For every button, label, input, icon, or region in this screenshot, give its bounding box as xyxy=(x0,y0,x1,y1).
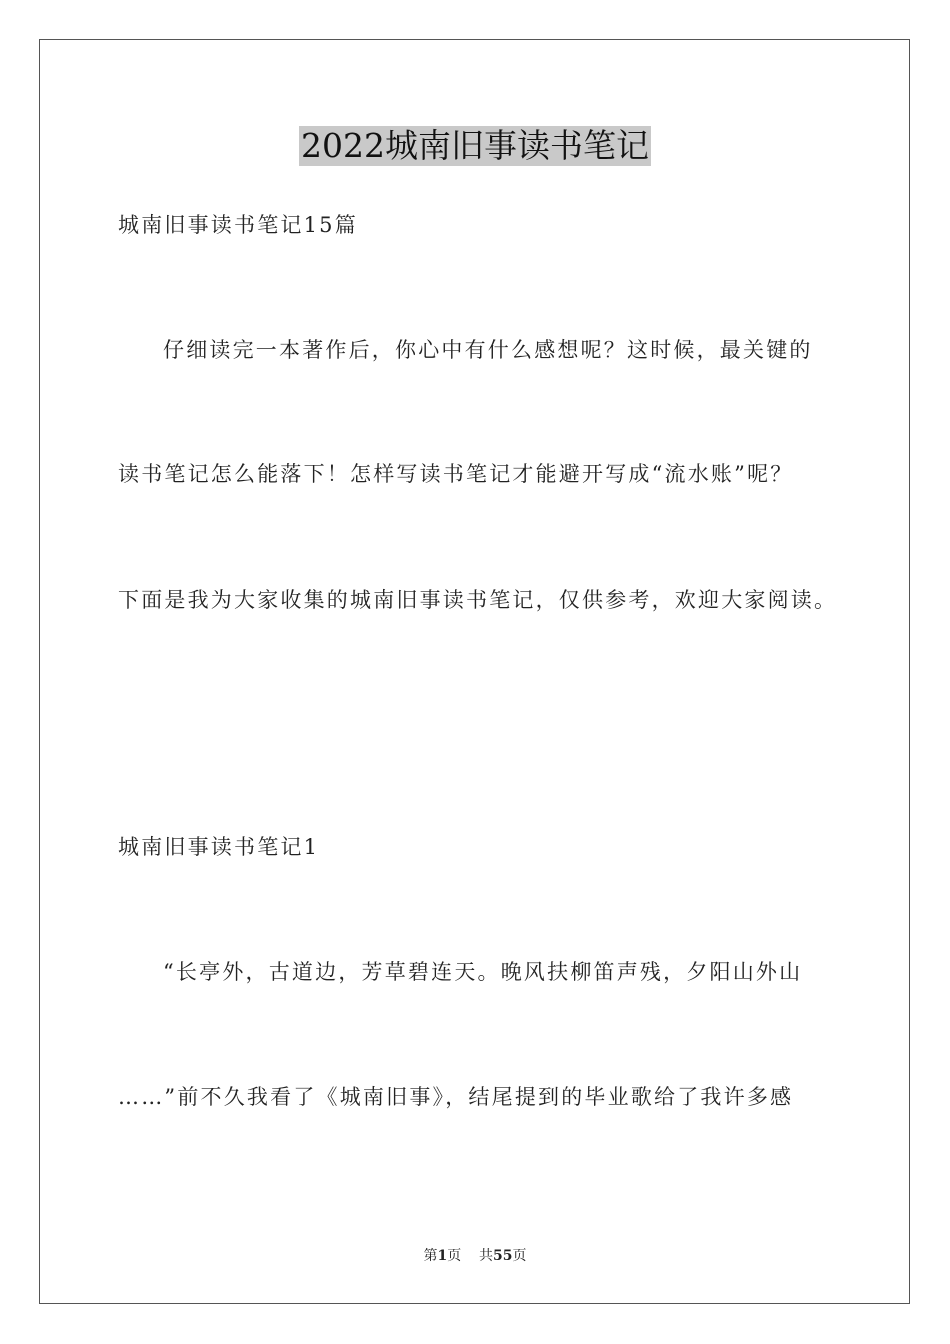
document-subtitle: 城南旧事读书笔记15篇 xyxy=(118,213,358,237)
title-container xyxy=(0,126,950,166)
footer-total-pages: 55 xyxy=(493,1248,513,1264)
section-line-2: ……”前不久我看了《城南旧事》，结尾提到的毕业歌给了我许多感 xyxy=(118,1085,794,1109)
footer-total-suffix: 页 xyxy=(512,1248,527,1264)
document-title: 2022城南旧事读书笔记 xyxy=(301,126,649,165)
intro-line-1: 仔细读完一本著作后，你心中有什么感想呢？这时候，最关键的 xyxy=(163,338,813,362)
intro-line-3: 下面是我为大家收集的城南旧事读书笔记，仅供参考，欢迎大家阅读。 xyxy=(118,588,838,612)
intro-line-2: 读书笔记怎么能落下！怎样写读书笔记才能避开写成“流水账”呢？ xyxy=(118,462,794,486)
footer-page-suffix: 页 xyxy=(447,1248,462,1264)
page-footer xyxy=(0,1247,950,1265)
footer-page-number: 1 xyxy=(437,1248,448,1264)
footer-page-prefix: 第 xyxy=(423,1248,438,1264)
section-heading: 城南旧事读书笔记1 xyxy=(118,835,320,859)
footer-total-prefix: 共 xyxy=(479,1248,494,1264)
section-line-1: “长亭外，古道边，芳草碧连天。晚风扶柳笛声残，夕阳山外山 xyxy=(163,960,803,984)
